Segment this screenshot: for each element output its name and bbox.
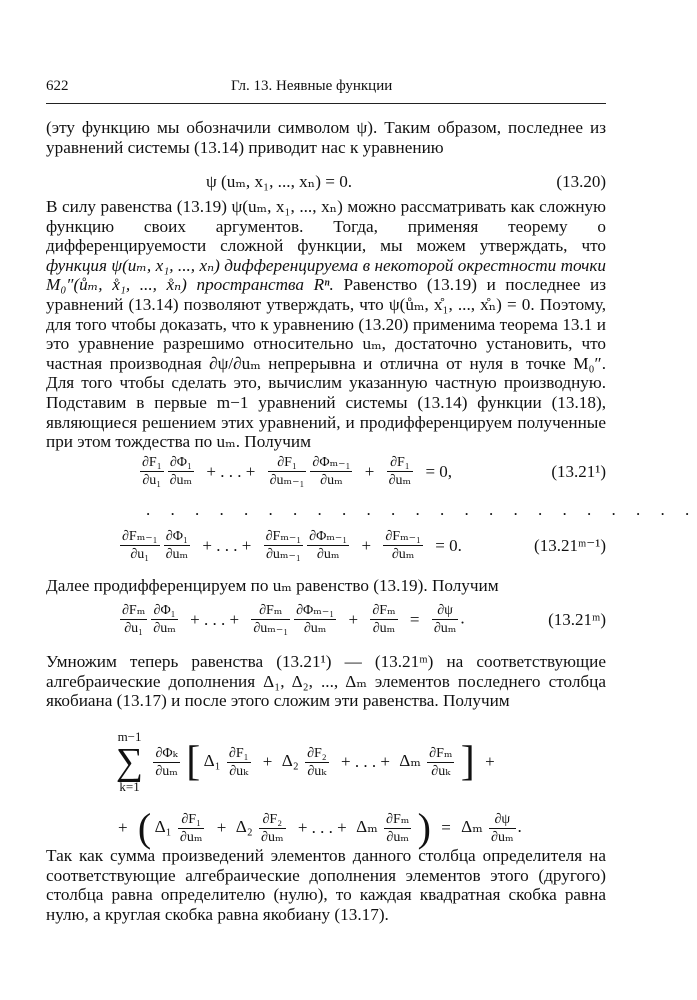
equation-label-13-21-1: (13.21¹) (551, 462, 606, 481)
paragraph-2-italic: функция ψ(uₘ, x₁, ..., xₙ) дифференцируема в некоторой окрестности точки M₀″(ůₘ, x̊₁, ..., x̊ₙ) пространства Rⁿ. (46, 255, 606, 295)
fraction: $\frac{\text{∂Φ₁}}{\text{∂uₘ}}$ (169, 455, 193, 488)
fraction: $\frac{\text{∂Φₘ₋₁}}{\text{∂uₘ}}$ (309, 529, 348, 562)
fraction: $\frac{\text{∂F₁}}{\text{∂uₘ₋₁}}$ (269, 455, 305, 488)
equation-sum-line-2: + ( Δ₁ $\frac{\text{∂F₁}}{\text{∂uₘ}}$ + Δ₂ $\frac{\text{∂F₂}}{\text{∂uₘ}}$ + . . . + Δₘ $\frac{\text{∂Fₘ}}{\text{∂uₘ}}$ ) = Δₘ $\frac{\partial\psi}{\text{∂uₘ}}$ . (118, 805, 522, 850)
book-page (46, 0, 697, 1000)
fraction: $\frac{\partial\psi}{\text{∂uₘ}}$ (491, 811, 514, 845)
paragraph-3: Далее продифференцируем по uₘ равенство (13.19). Получим (46, 576, 499, 595)
dots-row: . . . . . . . . . . . . . . . . . . . . . . . (146, 500, 697, 519)
paragraph-2-lead: В силу равенства (13.19) ψ(uₘ, x₁, ..., xₙ) можно рассматривать как сложную функцию своих аргументов. Тогда, применяя теорему о дифференцируемости сложной функции, мы можем утверждать, что (46, 197, 606, 256)
fraction: $\frac{\text{∂Fₘ}}{\text{∂uₘ}}$ (386, 811, 410, 845)
fraction: $\frac{\text{∂F₂}}{\text{∂uₖ}}$ (307, 745, 327, 779)
fraction: $\frac{\text{∂F₂}}{\text{∂uₘ}}$ (261, 811, 284, 845)
paragraph-2-rest: Равенство (13.19) и последнее из уравнений (13.14) позволяют утверждать, что ψ(ůₘ, x̊₁, ..., x̊ₙ) = 0. Поэтому, для того чтобы доказать, что к уравнению (13.20) применима теорема 13.1 и это уравнение разрешимо относительно uₘ, достаточно установить, что частная производная ∂ψ/∂uₘ непрерывна и отлична от нуля в точке M₀″. Для того чтобы сделать это, вычислим указанную частную производную. Подставим в первые m−1 уравнений системы (13.14) функции (13.18), являющиеся решением этих уравнений, и продифференцируем полученные при этом тождества по uₘ. Получим (46, 275, 607, 452)
equation-label-13-20: (13.20) (556, 172, 606, 191)
fraction: $\frac{\text{∂Φ₁}}{\text{∂uₘ}}$ (153, 603, 176, 636)
paragraph-4: Умножим теперь равенства (13.21¹) — (13.21ᵐ) на соответствующие алгебраические дополнения Δ₁, Δ₂, ..., Δₘ элементов последнего столбца якобиана (13.17) и после этого сложим эти равенства. Получим (46, 652, 606, 711)
fraction: $\frac{\text{∂F₁}}{\text{∂uₖ}}$ (228, 745, 249, 779)
running-title: Гл. 13. Неявные функции (231, 78, 393, 94)
fraction: $\frac{\text{∂Φₘ₋₁}}{\text{∂uₘ}}$ (296, 603, 335, 636)
fraction: $\frac{\text{∂F₁}}{\text{∂uₘ}}$ (388, 455, 412, 488)
equation-sum: m−1 ∑ k=1 $\frac{\text{∂Φₖ}}{\text{∂uₘ}}$ [ Δ₁ $\frac{\text{∂F₁}}{\text{∂uₖ}}$ + Δ₂ $\frac{\text{∂F₂}}{\text{∂uₖ}}$ + . . . + Δₘ $\frac{\text{∂Fₘ}}{\text{∂uₖ}}$ ] + (116, 729, 495, 794)
fraction: $\frac{\text{∂Fₘ₋₁}}{\text{∂uₘ}}$ (385, 529, 421, 562)
fraction: $\frac{\text{∂F₁}}{\text{∂u₁}}$ (142, 455, 162, 488)
equation-13-21-m: $\frac{\text{∂Fₘ}}{\text{∂u₁}}$ $\frac{\text{∂Φ₁}}{\text{∂uₘ}}$ + . . . + $\frac{\text{∂Fₘ}}{\text{∂uₘ₋₁}}$ $\frac{\text{∂Φₘ₋₁}}{\text{∂uₘ}}$ + $\frac{\text{∂Fₘ}}{\text{∂uₘ}}$ = $\frac{\partial\psi}{\text{∂uₘ}}$ . (122, 603, 465, 636)
equation-label-13-21-m: (13.21ᵐ) (548, 610, 606, 629)
fraction: $\frac{\text{∂Φₘ₋₁}}{\text{∂uₘ}}$ (312, 455, 351, 488)
fraction: $\frac{\text{∂Fₘ}}{\text{∂u₁}}$ (122, 603, 146, 636)
paragraph-5: Так как сумма произведений элементов данного столбца определителя на соответствующие алгебраические дополнения элементов этого (другого) столбца равна определителю (нулю), то каждая квадратная скобка равна нулю, а круглая скобка равна якобиану (13.17). (46, 846, 606, 924)
summation-sign: m−1 ∑ k=1 (116, 729, 144, 794)
paragraph-1: (эту функцию мы обозначили символом ψ). Таким образом, последнее из уравнений системы (13.14) приводит нас к уравнению (46, 118, 606, 157)
fraction: $\frac{\text{∂Φ₁}}{\text{∂uₘ}}$ (165, 529, 189, 562)
fraction: $\frac{\text{∂F₁}}{\text{∂uₘ}}$ (179, 811, 203, 845)
header-rule (46, 103, 606, 104)
equation-13-21-1: $\frac{\text{∂F₁}}{\text{∂u₁}}$ $\frac{\text{∂Φ₁}}{\text{∂uₘ}}$ + . . . + $\frac{\text{∂F₁}}{\text{∂uₘ₋₁}}$ $\frac{\text{∂Φₘ₋₁}}{\text{∂uₘ}}$ + $\frac{\text{∂F₁}}{\text{∂uₘ}}$ = 0, (142, 455, 453, 488)
fraction: $\frac{\text{∂Fₘ₋₁}}{\text{∂uₘ₋₁}}$ (265, 529, 302, 562)
equation-label-13-21-m-1: (13.21ᵐ⁻¹) (534, 536, 606, 555)
page-header (46, 78, 606, 102)
fraction: $\frac{\text{∂Fₘ}}{\text{∂uₘ₋₁}}$ (253, 603, 289, 636)
equation-13-20: ψ (uₘ, x₁, ..., xₙ) = 0. (206, 172, 353, 191)
fraction: $\frac{\text{∂Fₘ}}{\text{∂uₖ}}$ (429, 745, 453, 779)
fraction: $\frac{\text{∂Φₖ}}{\text{∂uₘ}}$ (155, 745, 178, 779)
page-number: 622 (46, 78, 69, 94)
fraction: $\frac{\text{∂Fₘ₋₁}}{\text{∂u₁}}$ (122, 529, 158, 562)
paragraph-2 (46, 197, 606, 452)
equation-13-21-m-1: $\frac{\text{∂Fₘ₋₁}}{\text{∂u₁}}$ $\frac{\text{∂Φ₁}}{\text{∂uₘ}}$ + . . . + $\frac{\text{∂Fₘ₋₁}}{\text{∂uₘ₋₁}}$ $\frac{\text{∂Φₘ₋₁}}{\text{∂uₘ}}$ + $\frac{\text{∂Fₘ₋₁}}{\text{∂uₘ}}$ = 0. (122, 529, 462, 562)
fraction: $\frac{\text{∂Fₘ}}{\text{∂uₘ}}$ (372, 603, 396, 636)
fraction: $\frac{\partial\psi}{\text{∂uₘ}}$ (433, 603, 457, 636)
